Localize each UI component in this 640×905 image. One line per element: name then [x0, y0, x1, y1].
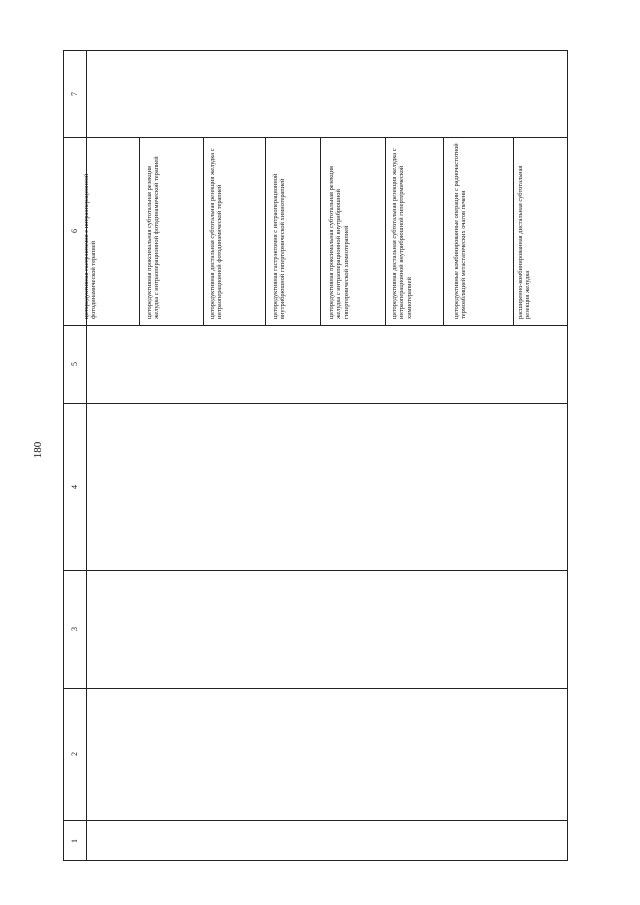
column-separator: [63, 820, 568, 821]
table-border-right: [567, 50, 568, 861]
row-separator: [443, 137, 444, 326]
column6-entry-5: циторедуктивная проксимальная субтотальная резекция желудка с интраоперационной внутрибрюшной гипертермической химиотерапией: [328, 166, 350, 319]
table-border-left: [63, 50, 64, 861]
column-number-4: 4: [70, 485, 79, 489]
column-separator: [63, 570, 568, 571]
column6-entry-4: циторедуктивная гастрэктомия с интраоперационной внутрибрюшной гипертермической химиотерапией: [272, 173, 287, 319]
column6-entry-7: циторедуктивные комбинированные операции с радиочастотной термоабляцией метастатических очагов печени: [453, 143, 468, 319]
column6-entry-1: циторедуктивная гастрэктомия с интраоперационной фотодинамической терапией: [83, 173, 98, 319]
column-number-6: 6: [70, 229, 79, 233]
page-number: 180: [32, 441, 44, 459]
column-number-3: 3: [70, 627, 79, 631]
row-separator: [265, 137, 266, 326]
column-number-5: 5: [70, 362, 79, 366]
row-separator: [385, 137, 386, 326]
row-separator: [320, 137, 321, 326]
column6-entry-6: циторедуктивная дистальная субтотальная резекция желудка с интраоперационной внутрибрюшной гипертермической химиотерапией: [391, 148, 413, 319]
column-number-1: 1: [70, 839, 79, 843]
column-number-7: 7: [70, 92, 79, 96]
column6-entry-2: циторедуктивная проксимальная субтотальная резекция желудка с интраоперационной фотодинамической терапией: [146, 156, 161, 319]
row-separator: [139, 137, 140, 326]
row-separator: [203, 137, 204, 326]
column6-entry-3: циторедуктивная дистальная субтотальная резекция желудка с интраоперационной фотодинамической терапией: [209, 148, 224, 319]
row-separator: [513, 137, 514, 326]
column-number-2: 2: [70, 752, 79, 756]
column6-entry-8: расширенно-комбинированная дистальная субтотальная резекция желудка: [517, 165, 532, 319]
table-border-top: [63, 50, 568, 51]
table-border-bottom: [63, 860, 568, 861]
column-separator: [63, 688, 568, 689]
column-separator: [63, 403, 568, 404]
